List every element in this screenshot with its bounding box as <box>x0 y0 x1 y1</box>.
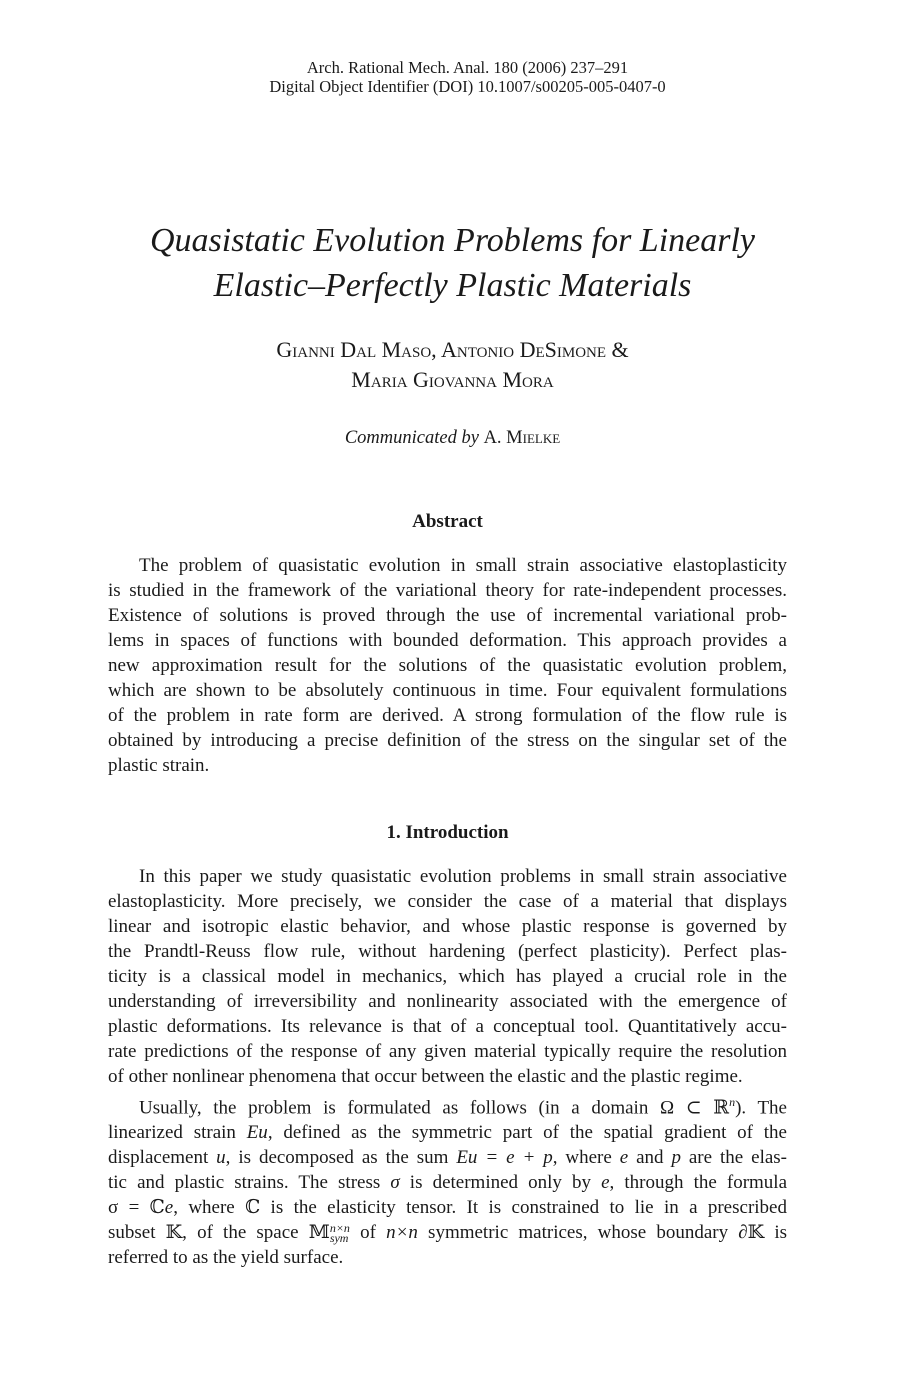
intro-line: linearized strain Eu, defined as the symmetric part of the spatial gradient of the <box>108 1121 787 1143</box>
abstract-line: obtained by introducing a precise definition of the stress on the singular set of the <box>108 729 787 751</box>
paper-title <box>0 218 915 308</box>
abstract-line: which are shown to be absolutely continuous in time. Four equivalent formulations <box>108 679 787 701</box>
intro-line: tic and plastic strains. The stress σ is determined only by e, through the formula <box>108 1171 788 1193</box>
abstract-line: is studied in the framework of the variational theory for rate-independent processes. <box>108 579 787 601</box>
intro-line: understanding of irreversibility and nonlinearity associated with the emergence of <box>108 990 787 1012</box>
intro-line: ticity is a classical model in mechanics, which has played a crucial role in the <box>108 965 787 987</box>
doi-line: Digital Object Identifier (DOI) 10.1007/s00205-005-0407-0 <box>269 77 666 96</box>
intro-line: referred to as the yield surface. <box>108 1246 344 1268</box>
abstract-line: The problem of quasistatic evolution in small strain associative elastoplasticity <box>139 555 787 576</box>
communicated-prefix: Communicated by <box>344 428 479 448</box>
abstract-line: of the problem in rate form are derived. A strong formulation of the flow rule is <box>108 704 787 726</box>
intro-line: linear and isotropic elastic behavior, and whose plastic response is governed by <box>108 915 787 937</box>
intro-line: σ = ℂe, where ℂ is the elasticity tensor. It is constrained to lie in a prescribed <box>108 1196 787 1218</box>
abstract-line: lems in spaces of functions with bounded deformation. This approach provides a <box>108 629 787 651</box>
author-list <box>0 335 915 395</box>
intro-line: rate predictions of the response of any given material typically require the resolution <box>108 1040 787 1062</box>
intro-line: the Prandtl-Reuss flow rule, without hardening (perfect plasticity). Perfect plas- <box>108 940 787 962</box>
intro-line: of other nonlinear phenomena that occur between the elastic and the plastic regime. <box>108 1065 743 1087</box>
abstract-line: new approximation result for the solutions of the quasistatic evolution problem, <box>108 654 787 676</box>
intro-line: subset 𝕂, of the space 𝕄 n×n sym of n×n symmetric matrices, whose boundary ∂𝕂 is <box>108 1220 788 1245</box>
intro-line: Usually, the problem is formulated as follows (in a domain Ω ⊂ ℝ$^n$). The <box>139 1094 787 1118</box>
communicated-by <box>0 426 915 450</box>
abstract-body <box>108 554 787 779</box>
intro-line: In this paper we study quasistatic evolution problems in small strain associative <box>139 866 787 887</box>
introduction-body <box>108 865 787 1271</box>
abstract-heading: Abstract <box>412 511 483 532</box>
abstract-line: Existence of solutions is proved through the use of incremental variational prob- <box>108 604 787 626</box>
authors-line-2: Maria Giovanna Mora <box>351 367 554 392</box>
communicating-editor: A. Mielke <box>483 428 561 448</box>
intro-line: plastic deformations. Its relevance is that of a conceptual tool. Quantitatively accu- <box>108 1015 787 1037</box>
intro-line: elastoplasticity. More precisely, we consider the case of a material that displays <box>108 890 787 912</box>
title-line-1: Quasistatic Evolution Problems for Linearly <box>149 222 756 259</box>
journal-citation: Arch. Rational Mech. Anal. 180 (2006) 237–291 <box>306 58 629 77</box>
title-line-2: Elastic–Perfectly Plastic Materials <box>213 267 692 304</box>
authors-line-1: Gianni Dal Maso, Antonio DeSimone & <box>276 337 629 362</box>
abstract-line: plastic strain. <box>108 754 210 776</box>
intro-line: displacement u, is decomposed as the sum Eu = e + p, where e and p are the elas- <box>108 1146 787 1168</box>
introduction-heading: 1. Introduction <box>386 822 509 843</box>
journal-header <box>0 58 915 96</box>
